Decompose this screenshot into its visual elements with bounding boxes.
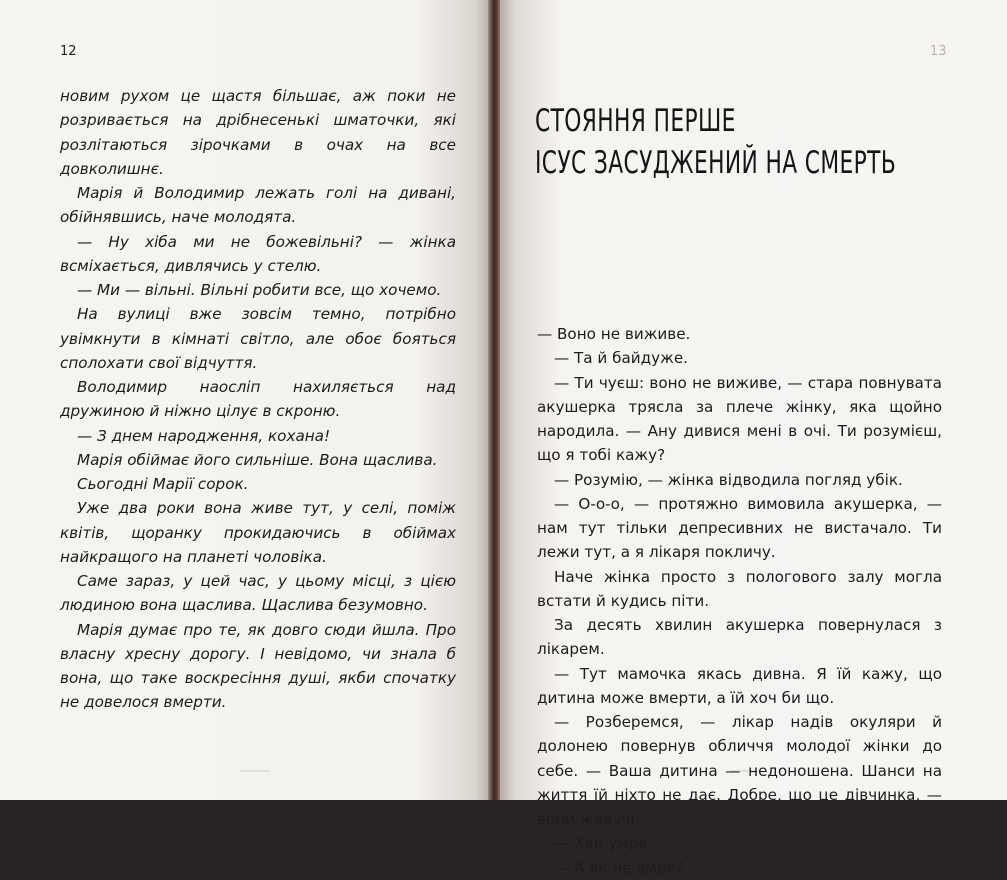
paragraph: Марія обіймає його сильніше. Вона щаслива.	[77, 450, 438, 469]
footer-mark-right	[730, 770, 760, 772]
paragraph: — Ну хіба ми не божевільні? — жінка всміхається, дивлячись у стелю.	[60, 232, 456, 275]
chapter-title-line-2: ІСУС ЗАСУДЖЕНИЙ НА СМЕРТЬ	[535, 145, 897, 181]
paragraph: — З днем народження, кохана!	[77, 426, 331, 445]
left-page-body	[60, 84, 456, 715]
paragraph: новим рухом це щастя більшає, аж поки не розривається на дрібнесенькі шматочки, які розлітаються зірочками в очах на все довколишнє.	[60, 87, 456, 178]
paragraph: Марія думає про те, як довго сюди йшла. Про власну хресну дорогу. І невідомо, чи знала б вона, що таке воскресіння душі, якби спочатку не довелося вмерти.	[60, 620, 456, 712]
paragraph: — Розберемся, — лікар надів окуляри й долонею повернув обличчя молодої жінки до себе. — Ваша дитина — недоношена. Шанси на життя їй ніхто не дає. Добре, що це дівчинка, — вони живучі.	[537, 713, 942, 828]
paragraph: — Хай умре.	[554, 834, 653, 853]
paragraph: Наче жінка просто з пологового залу могла встати й кудись піти.	[537, 567, 942, 610]
paragraph: Марія й Володимир лежать голі на дивані, обійнявшись, наче молодята.	[60, 184, 456, 227]
right-page-number: 13	[930, 44, 947, 59]
chapter-title	[535, 100, 897, 184]
paragraph: — Тут мамочка якась дивна. Я їй кажу, що дитина може вмерти, а їй хоч би що.	[537, 664, 942, 707]
paragraph: Сьогодні Марії сорок.	[77, 475, 249, 493]
paragraph: — Ми — вільні. Вільні робити все, що хочемо.	[77, 281, 442, 299]
footer-mark-left	[240, 770, 270, 772]
paragraph: Саме зараз, у цей час, у цьому місці, з цією людиною вона щаслива. Щаслива безумовно.	[60, 572, 456, 615]
paragraph: Уже два роки вона живе тут, у селі, поміж квітів, щоранку прокидаючись в обіймах найкращого на планеті чоловіка.	[60, 499, 456, 566]
paragraph: Володимир наосліп нахиляється над дружиною й ніжно цілує в скроню.	[60, 378, 456, 421]
left-page	[0, 0, 490, 800]
paragraph: — Ти чуєш: воно не виживе, — стара повнувата акушерка трясла за плече жінку, яка щойно народила. — Ану дивися мені в очі. Ти розумієш, що я тобі кажу?	[537, 373, 942, 465]
left-page-number: 12	[60, 44, 77, 59]
paragraph: — Розумію, — жінка відводила погляд убік.	[554, 470, 903, 489]
paragraph: — О-о-о, — протяжно вимовила акушерка, — нам тут тільки депресивних не вистачало. Ти лежи тут, а я лікаря покличу.	[537, 494, 942, 562]
paragraph: — А як не вмре?	[554, 858, 684, 877]
paragraph: — Воно не виживе.	[537, 325, 691, 343]
paragraph: — Та й байдуже.	[554, 349, 689, 368]
paragraph: На вулиці вже зовсім темно, потрібно увімкнути в кімнаті світло, але обоє бояться сполохати свої відчуття.	[60, 305, 456, 372]
chapter-title-line-1: СТОЯННЯ ПЕРШЕ	[535, 103, 736, 139]
right-page-body	[537, 322, 942, 880]
paragraph: За десять хвилин акушерка повернулася з лікарем.	[537, 616, 942, 659]
